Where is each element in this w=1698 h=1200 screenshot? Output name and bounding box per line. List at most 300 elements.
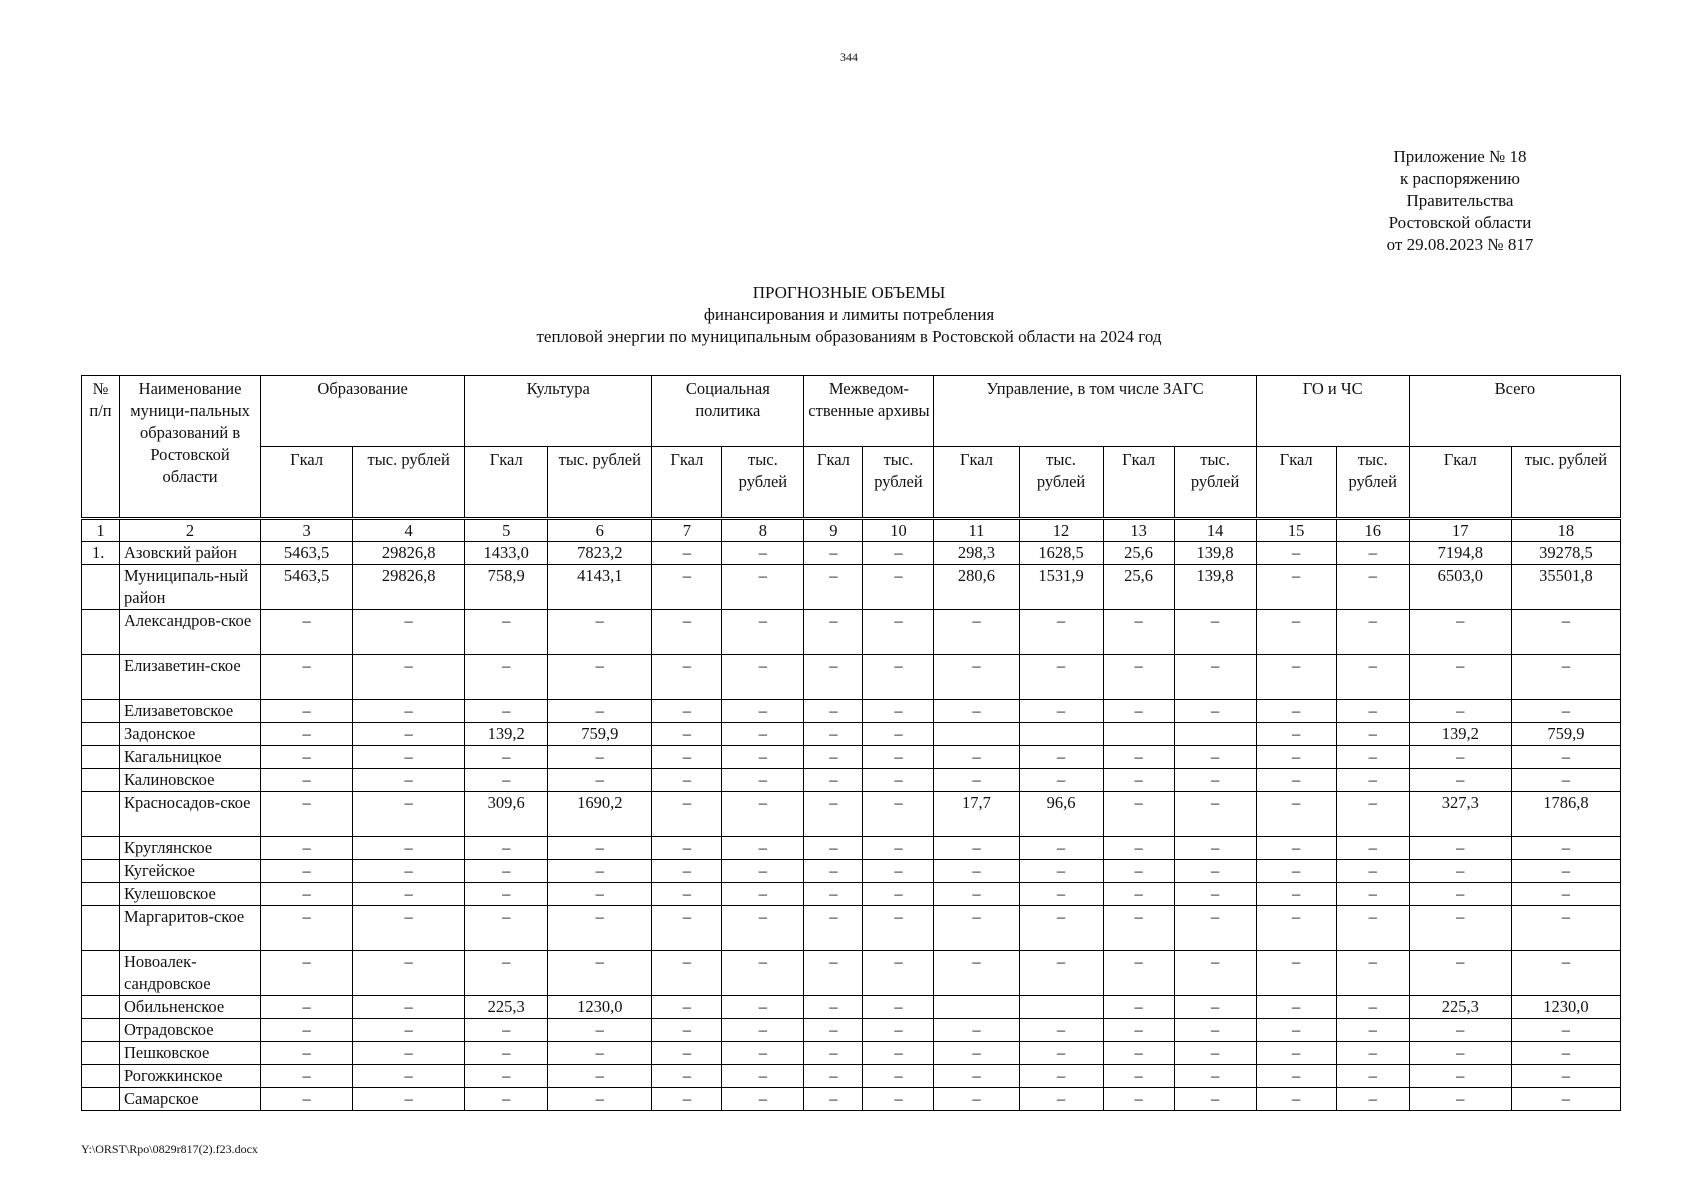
table-cell: – — [934, 1065, 1019, 1088]
table-cell: – — [548, 700, 652, 723]
table-cell: – — [1256, 906, 1336, 951]
table-cell: – — [934, 883, 1019, 906]
table-cell: – — [465, 700, 548, 723]
table-cell: – — [1103, 1019, 1174, 1042]
table-cell: – — [1174, 700, 1256, 723]
table-cell: – — [1174, 1019, 1256, 1042]
table-cell: – — [1336, 906, 1409, 951]
table-row — [82, 542, 1621, 565]
table-cell: – — [1019, 860, 1103, 883]
table-cell: – — [1409, 746, 1511, 769]
table-row — [82, 746, 1621, 769]
table-cell: – — [548, 610, 652, 655]
table-cell: – — [548, 1019, 652, 1042]
table-cell: 25,6 — [1103, 565, 1174, 610]
table-cell: – — [353, 951, 465, 996]
table-cell — [1019, 723, 1103, 746]
table-cell: 225,3 — [465, 996, 548, 1019]
row-index — [82, 996, 120, 1019]
table-cell: – — [548, 1088, 652, 1111]
table-cell: 29826,8 — [353, 565, 465, 610]
header-unit-gcal: Гкал — [465, 447, 548, 519]
column-number: 3 — [261, 519, 353, 542]
table-cell: – — [722, 883, 804, 906]
table-cell: – — [863, 1065, 934, 1088]
table-cell: – — [934, 860, 1019, 883]
table-cell: – — [804, 610, 863, 655]
appendix-note — [1300, 146, 1620, 256]
header-unit-gcal: Гкал — [261, 447, 353, 519]
table-cell: – — [1019, 655, 1103, 700]
table-cell: – — [353, 746, 465, 769]
table-cell: – — [1019, 1019, 1103, 1042]
forecast-table — [81, 375, 1621, 1111]
table-cell: – — [863, 723, 934, 746]
document-title — [0, 282, 1698, 348]
table-cell: – — [1256, 1065, 1336, 1088]
row-name: Задонское — [120, 723, 261, 746]
table-cell: – — [1336, 792, 1409, 837]
table-cell: – — [1103, 655, 1174, 700]
header-group-management: Управление, в том числе ЗАГС — [934, 376, 1256, 447]
title-line-1: ПРОГНОЗНЫЕ ОБЪЕМЫ — [752, 283, 946, 302]
table-cell: – — [722, 792, 804, 837]
table-cell: 1230,0 — [548, 996, 652, 1019]
table-cell: 327,3 — [1409, 792, 1511, 837]
table-cell: – — [1511, 655, 1620, 700]
table-cell: – — [1336, 542, 1409, 565]
column-number: 13 — [1103, 519, 1174, 542]
table-cell: – — [353, 1019, 465, 1042]
table-cell: – — [722, 837, 804, 860]
table-cell: 1786,8 — [1511, 792, 1620, 837]
table-cell: – — [804, 1019, 863, 1042]
table-cell: – — [804, 906, 863, 951]
table-cell: – — [1409, 1019, 1511, 1042]
table-cell: – — [722, 723, 804, 746]
table-cell: – — [1256, 860, 1336, 883]
table-cell: – — [652, 723, 722, 746]
table-cell: – — [652, 951, 722, 996]
table-cell: – — [934, 1042, 1019, 1065]
table-cell: – — [1336, 951, 1409, 996]
table-cell: – — [1336, 746, 1409, 769]
table-cell: – — [722, 951, 804, 996]
header-unit-gcal: Гкал — [1103, 447, 1174, 519]
table-cell: – — [1256, 996, 1336, 1019]
table-row — [82, 655, 1621, 700]
table-cell: – — [863, 565, 934, 610]
table-cell: – — [353, 610, 465, 655]
appendix-line: Приложение № 18 — [1393, 147, 1527, 166]
table-cell: – — [465, 746, 548, 769]
table-cell: – — [1103, 769, 1174, 792]
table-cell: – — [353, 769, 465, 792]
table-cell: – — [722, 1019, 804, 1042]
row-index — [82, 792, 120, 837]
table-cell: – — [863, 792, 934, 837]
table-cell: – — [804, 542, 863, 565]
table-cell: – — [863, 906, 934, 951]
table-cell: – — [1174, 860, 1256, 883]
table-cell: – — [1174, 906, 1256, 951]
table-cell: – — [863, 746, 934, 769]
table-cell: – — [465, 860, 548, 883]
table-cell: – — [353, 860, 465, 883]
table-cell: – — [1409, 610, 1511, 655]
table-cell: – — [804, 860, 863, 883]
table-cell: – — [1103, 610, 1174, 655]
header-group-total: Всего — [1409, 376, 1620, 447]
table-cell: – — [722, 700, 804, 723]
table-cell: – — [652, 610, 722, 655]
table-cell: – — [1336, 1065, 1409, 1088]
row-name: Елизаветовское — [120, 700, 261, 723]
table-cell: – — [261, 655, 353, 700]
table-row — [82, 837, 1621, 860]
table-cell: – — [1174, 883, 1256, 906]
table-cell: – — [1174, 951, 1256, 996]
table-cell: – — [1511, 837, 1620, 860]
table-cell: 1531,9 — [1019, 565, 1103, 610]
table-cell — [1174, 723, 1256, 746]
table-cell: – — [652, 746, 722, 769]
table-cell: 225,3 — [1409, 996, 1511, 1019]
row-index — [82, 769, 120, 792]
column-number: 2 — [120, 519, 261, 542]
table-cell: – — [722, 565, 804, 610]
table-cell: – — [652, 837, 722, 860]
table-cell: – — [1511, 1042, 1620, 1065]
column-number: 12 — [1019, 519, 1103, 542]
table-cell: – — [1174, 746, 1256, 769]
table-cell: – — [863, 1042, 934, 1065]
table-cell: – — [804, 1065, 863, 1088]
column-number: 7 — [652, 519, 722, 542]
table-cell: – — [261, 837, 353, 860]
table-cell: – — [652, 769, 722, 792]
table-cell: – — [1019, 610, 1103, 655]
table-cell: – — [1103, 883, 1174, 906]
table-cell: – — [1174, 1088, 1256, 1111]
column-number: 17 — [1409, 519, 1511, 542]
table-cell: – — [652, 655, 722, 700]
table-row — [82, 700, 1621, 723]
table-cell: – — [465, 837, 548, 860]
table-cell: – — [1409, 655, 1511, 700]
header-group-archives: Межведом-ственные архивы — [804, 376, 934, 447]
column-number: 1 — [82, 519, 120, 542]
table-cell: 5463,5 — [261, 565, 353, 610]
table-cell: – — [548, 655, 652, 700]
table-cell: – — [1174, 655, 1256, 700]
file-path-footer: Y:\ORST\Rpo\0829r817(2).f23.docx — [81, 1142, 258, 1156]
table-cell: – — [1256, 951, 1336, 996]
table-cell: – — [1103, 951, 1174, 996]
table-cell: – — [934, 610, 1019, 655]
row-index — [82, 860, 120, 883]
table-cell: – — [1174, 996, 1256, 1019]
table-cell — [934, 723, 1019, 746]
table-cell: – — [261, 951, 353, 996]
table-cell: – — [353, 655, 465, 700]
table-cell: 759,9 — [1511, 723, 1620, 746]
table-cell: – — [863, 1019, 934, 1042]
table-cell: – — [934, 746, 1019, 769]
table-cell: – — [1174, 1042, 1256, 1065]
table-row — [82, 996, 1621, 1019]
row-name: Самарское — [120, 1088, 261, 1111]
table-cell: 25,6 — [1103, 542, 1174, 565]
table-cell: – — [863, 837, 934, 860]
row-name: Кагальницкое — [120, 746, 261, 769]
table-cell: – — [1019, 1042, 1103, 1065]
row-index — [82, 610, 120, 655]
header-group-go-chs: ГО и ЧС — [1256, 376, 1409, 447]
table-cell: – — [1336, 860, 1409, 883]
table-cell: – — [1019, 1088, 1103, 1111]
title-line-2: финансирования и лимиты потребления — [703, 305, 995, 324]
table-cell: – — [934, 1019, 1019, 1042]
table-cell: – — [465, 1065, 548, 1088]
header-group-culture: Культура — [465, 376, 652, 447]
table-row — [82, 723, 1621, 746]
table-cell: – — [804, 655, 863, 700]
table-cell: – — [1019, 769, 1103, 792]
table-cell: – — [1103, 746, 1174, 769]
table-cell: – — [1256, 723, 1336, 746]
table-cell: – — [1256, 655, 1336, 700]
table-cell: – — [353, 723, 465, 746]
table-cell: – — [1103, 906, 1174, 951]
table-cell: – — [863, 951, 934, 996]
table-cell: – — [722, 860, 804, 883]
row-name: Круглянское — [120, 837, 261, 860]
table-cell: – — [1103, 860, 1174, 883]
table-cell: – — [548, 951, 652, 996]
row-index — [82, 565, 120, 610]
table-cell: – — [1336, 1042, 1409, 1065]
table-cell: – — [1256, 700, 1336, 723]
row-name: Калиновское — [120, 769, 261, 792]
table-cell: – — [1409, 951, 1511, 996]
table-cell: – — [1336, 1088, 1409, 1111]
table-cell: 139,2 — [465, 723, 548, 746]
row-name: Красносадов-ское — [120, 792, 261, 837]
table-cell: 139,2 — [1409, 723, 1511, 746]
row-name: Обильненское — [120, 996, 261, 1019]
table-cell: – — [1511, 1019, 1620, 1042]
column-number: 18 — [1511, 519, 1620, 542]
table-row — [82, 792, 1621, 837]
table-cell: – — [934, 1088, 1019, 1111]
table-cell: – — [1256, 837, 1336, 860]
column-number: 14 — [1174, 519, 1256, 542]
table-cell: – — [1174, 792, 1256, 837]
table-cell: – — [1336, 565, 1409, 610]
table-cell: – — [863, 542, 934, 565]
table-cell: – — [804, 792, 863, 837]
table-row — [82, 883, 1621, 906]
table-cell: – — [804, 996, 863, 1019]
table-cell: 298,3 — [934, 542, 1019, 565]
table-cell: – — [1174, 1065, 1256, 1088]
table-cell: – — [652, 700, 722, 723]
row-index — [82, 1042, 120, 1065]
column-number: 11 — [934, 519, 1019, 542]
table-cell: – — [261, 700, 353, 723]
table-cell: – — [261, 1019, 353, 1042]
table-cell: 5463,5 — [261, 542, 353, 565]
row-index — [82, 655, 120, 700]
table-cell: – — [934, 837, 1019, 860]
table-cell: – — [1103, 837, 1174, 860]
row-index — [82, 1088, 120, 1111]
table-cell: – — [863, 860, 934, 883]
table-cell: 139,8 — [1174, 565, 1256, 610]
table-cell: – — [934, 655, 1019, 700]
table-cell: 280,6 — [934, 565, 1019, 610]
table-cell: – — [548, 860, 652, 883]
row-index — [82, 1019, 120, 1042]
table-cell: – — [1511, 1088, 1620, 1111]
table-cell: – — [261, 746, 353, 769]
table-cell: – — [1511, 769, 1620, 792]
table-cell: – — [261, 906, 353, 951]
column-number: 5 — [465, 519, 548, 542]
table-cell: – — [863, 996, 934, 1019]
header-unit-rub: тыс. рублей — [722, 447, 804, 519]
table-cell: – — [1409, 1065, 1511, 1088]
table-cell: – — [465, 1042, 548, 1065]
table-cell: – — [1019, 1065, 1103, 1088]
table-cell: – — [722, 1088, 804, 1111]
table-cell: – — [1409, 700, 1511, 723]
table-row — [82, 565, 1621, 610]
table-cell: – — [804, 837, 863, 860]
table-cell: – — [1336, 700, 1409, 723]
table-cell — [934, 996, 1019, 1019]
table-cell: – — [1511, 860, 1620, 883]
table-cell: – — [261, 996, 353, 1019]
header-unit-gcal: Гкал — [804, 447, 863, 519]
table-cell: – — [863, 610, 934, 655]
table-cell: – — [652, 996, 722, 1019]
table-cell: 1433,0 — [465, 542, 548, 565]
table-cell: – — [1256, 746, 1336, 769]
table-cell: 1628,5 — [1019, 542, 1103, 565]
row-index — [82, 951, 120, 996]
table-cell: – — [652, 860, 722, 883]
table-cell: – — [1336, 837, 1409, 860]
table-cell: 35501,8 — [1511, 565, 1620, 610]
table-cell: – — [1336, 883, 1409, 906]
table-cell: – — [1511, 700, 1620, 723]
table-cell — [1103, 723, 1174, 746]
row-index — [82, 883, 120, 906]
header-unit-rub: тыс. рублей — [353, 447, 465, 519]
table-cell: – — [1336, 655, 1409, 700]
table-row — [82, 1088, 1621, 1111]
table-cell: – — [1256, 883, 1336, 906]
table-cell: – — [465, 610, 548, 655]
table-cell: – — [652, 565, 722, 610]
table-cell: – — [1256, 1088, 1336, 1111]
table-cell: – — [1336, 610, 1409, 655]
table-cell: 1230,0 — [1511, 996, 1620, 1019]
header-group-social: Социальная политика — [652, 376, 804, 447]
row-name: Кугейское — [120, 860, 261, 883]
table-cell: – — [548, 906, 652, 951]
table-cell: – — [1409, 1042, 1511, 1065]
table-cell: – — [1103, 1088, 1174, 1111]
table-cell: – — [1336, 996, 1409, 1019]
table-cell: – — [465, 951, 548, 996]
page-number: 344 — [840, 50, 858, 64]
table-cell: – — [804, 1088, 863, 1111]
table-cell: – — [722, 769, 804, 792]
header-unit-rub: тыс. рублей — [1174, 447, 1256, 519]
table-row — [82, 860, 1621, 883]
table-cell: – — [1019, 906, 1103, 951]
column-number: 16 — [1336, 519, 1409, 542]
row-name: Азовский район — [120, 542, 261, 565]
table-cell: – — [465, 1019, 548, 1042]
table-cell: – — [1336, 1019, 1409, 1042]
table-cell: – — [934, 700, 1019, 723]
row-name: Рогожкинское — [120, 1065, 261, 1088]
table-cell: 309,6 — [465, 792, 548, 837]
table-cell: – — [722, 906, 804, 951]
row-name: Елизаветин-ское — [120, 655, 261, 700]
table-cell: – — [1019, 746, 1103, 769]
table-cell: – — [465, 655, 548, 700]
table-cell: – — [1256, 792, 1336, 837]
row-name: Маргаритов-ское — [120, 906, 261, 951]
table-cell: – — [1336, 769, 1409, 792]
table-cell: – — [722, 610, 804, 655]
table-cell: 1690,2 — [548, 792, 652, 837]
header-num: № п/п — [82, 376, 120, 519]
table-cell: – — [261, 1065, 353, 1088]
table-cell: – — [934, 769, 1019, 792]
row-name: Пешковское — [120, 1042, 261, 1065]
table-cell: – — [863, 1088, 934, 1111]
column-number: 6 — [548, 519, 652, 542]
table-cell: – — [261, 610, 353, 655]
table-cell: – — [804, 723, 863, 746]
table-cell: – — [1511, 951, 1620, 996]
table-cell — [1019, 996, 1103, 1019]
row-name: Муниципаль-ный район — [120, 565, 261, 610]
table-cell: – — [1409, 1088, 1511, 1111]
table-cell: 6503,0 — [1409, 565, 1511, 610]
table-cell: – — [804, 769, 863, 792]
table-cell: – — [863, 769, 934, 792]
appendix-line: Ростовской области — [1388, 213, 1532, 232]
header-unit-rub: тыс. рублей — [1019, 447, 1103, 519]
table-cell: – — [1511, 746, 1620, 769]
row-index — [82, 906, 120, 951]
table-cell: – — [804, 951, 863, 996]
table-cell: – — [1256, 1042, 1336, 1065]
header-unit-gcal: Гкал — [934, 447, 1019, 519]
row-index — [82, 837, 120, 860]
table-cell: – — [1174, 837, 1256, 860]
table-cell: 96,6 — [1019, 792, 1103, 837]
table-cell: – — [465, 1088, 548, 1111]
table-cell: – — [1409, 883, 1511, 906]
